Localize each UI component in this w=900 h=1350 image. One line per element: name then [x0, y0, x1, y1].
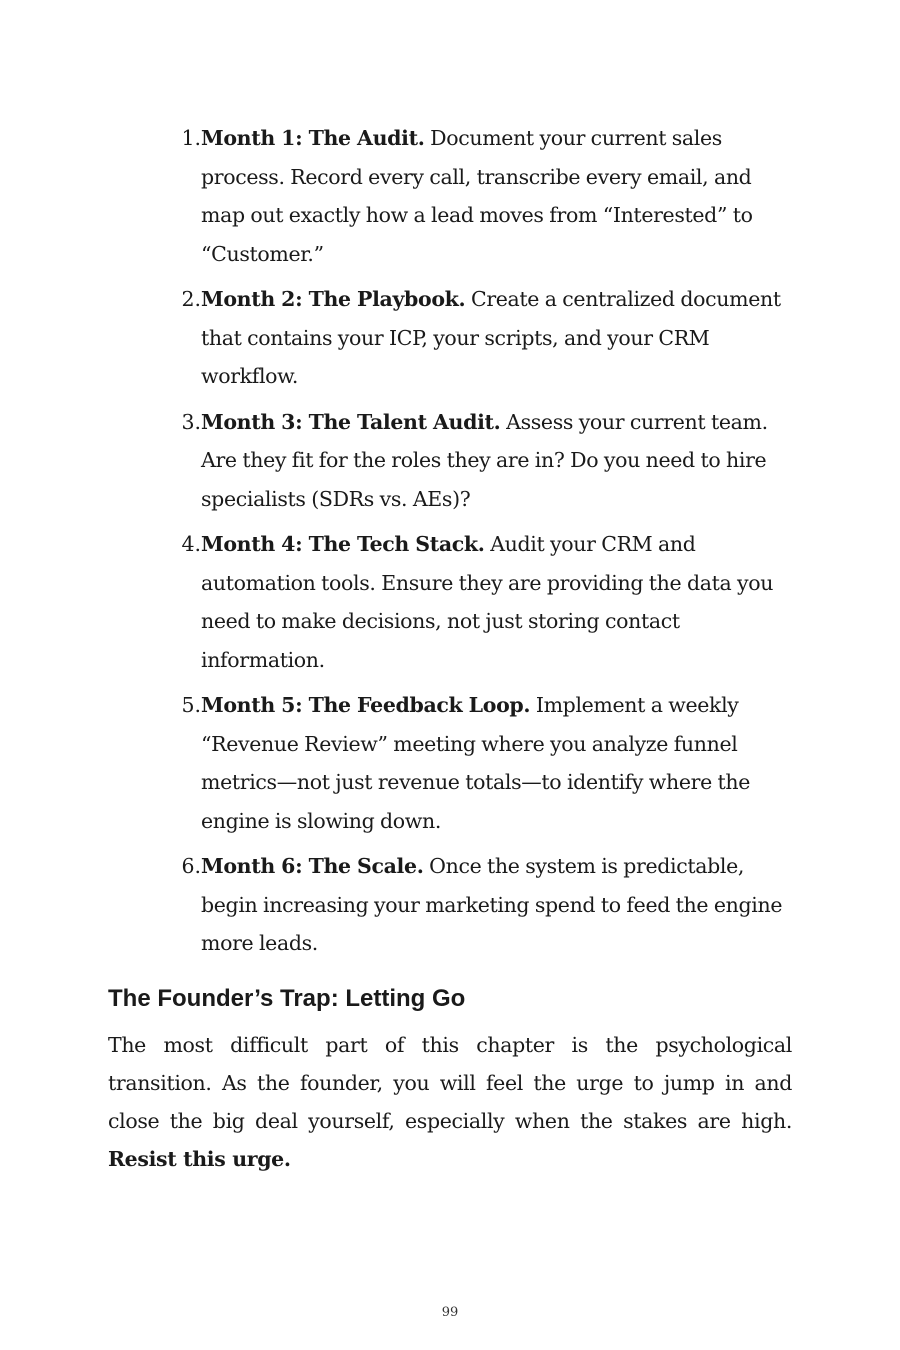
list-item-month-1 [172, 119, 794, 273]
list-item-body [201, 686, 794, 840]
list-item-body [201, 847, 794, 963]
list-item-body [201, 119, 794, 273]
list-item-title: Month 1: The Audit. [201, 126, 425, 150]
list-item-number: 6. [181, 854, 201, 878]
list-item-body [201, 525, 794, 679]
list-item-number: 1. [181, 126, 201, 150]
numbered-step-list [172, 119, 794, 970]
list-item-body [201, 403, 794, 519]
list-item-text: Implement a weekly “Revenue Review” meeting where you analyze funnel metrics—not just revenue totals—to identify where the engine is slowing down. [201, 693, 751, 833]
list-item-text: Create a centralized document that contains your ICP, your scripts, and your CRM workflow. [201, 287, 781, 388]
list-item-title: Month 3: The Talent Audit. [201, 409, 501, 434]
list-item-body [201, 280, 794, 396]
list-item-month-2 [172, 280, 794, 396]
list-item-month-6 [172, 847, 794, 963]
section-heading: The Founder’s Trap: Letting Go [108, 985, 466, 1012]
list-item-text: Document your current sales process. Record every call, transcribe every email, and map out exactly how a lead moves from “Interested” to “Customer.” [201, 126, 753, 266]
list-item-text: Assess your current team. Are they fit for the roles they are in? Do you need to hire specialists (SDRs vs. AEs)? [201, 409, 768, 511]
list-item-month-5 [172, 686, 794, 840]
page-number: 99 [441, 1305, 459, 1320]
list-item-number: 3. [181, 409, 201, 434]
list-item-title: Month 2: The Playbook. [201, 287, 466, 311]
list-item-month-4 [172, 525, 794, 679]
body-paragraph [108, 1026, 792, 1178]
list-item-text: Once the system is predictable, begin increasing your marketing spend to feed the engine more leads. [201, 854, 783, 955]
paragraph-emphasis: Resist this urge. [108, 1147, 291, 1171]
list-item-number: 2. [181, 287, 201, 311]
list-item-month-3 [172, 403, 794, 519]
list-item-title: Month 6: The Scale. [201, 854, 424, 878]
paragraph-text: The most difficult part of this chapter is the psychological transition. As the founder, you will feel the urge to jump in and close the big deal yourself, especially when the stakes are high. [108, 1033, 792, 1133]
list-item-number: 5. [181, 693, 201, 717]
list-item-number: 4. [181, 532, 201, 556]
list-item-title: Month 5: The Feedback Loop. [201, 693, 531, 717]
list-item-title: Month 4: The Tech Stack. [201, 532, 485, 556]
list-item-text: Audit your CRM and automation tools. Ensure they are providing the data you need to make decisions, not just storing contact information. [201, 532, 774, 672]
